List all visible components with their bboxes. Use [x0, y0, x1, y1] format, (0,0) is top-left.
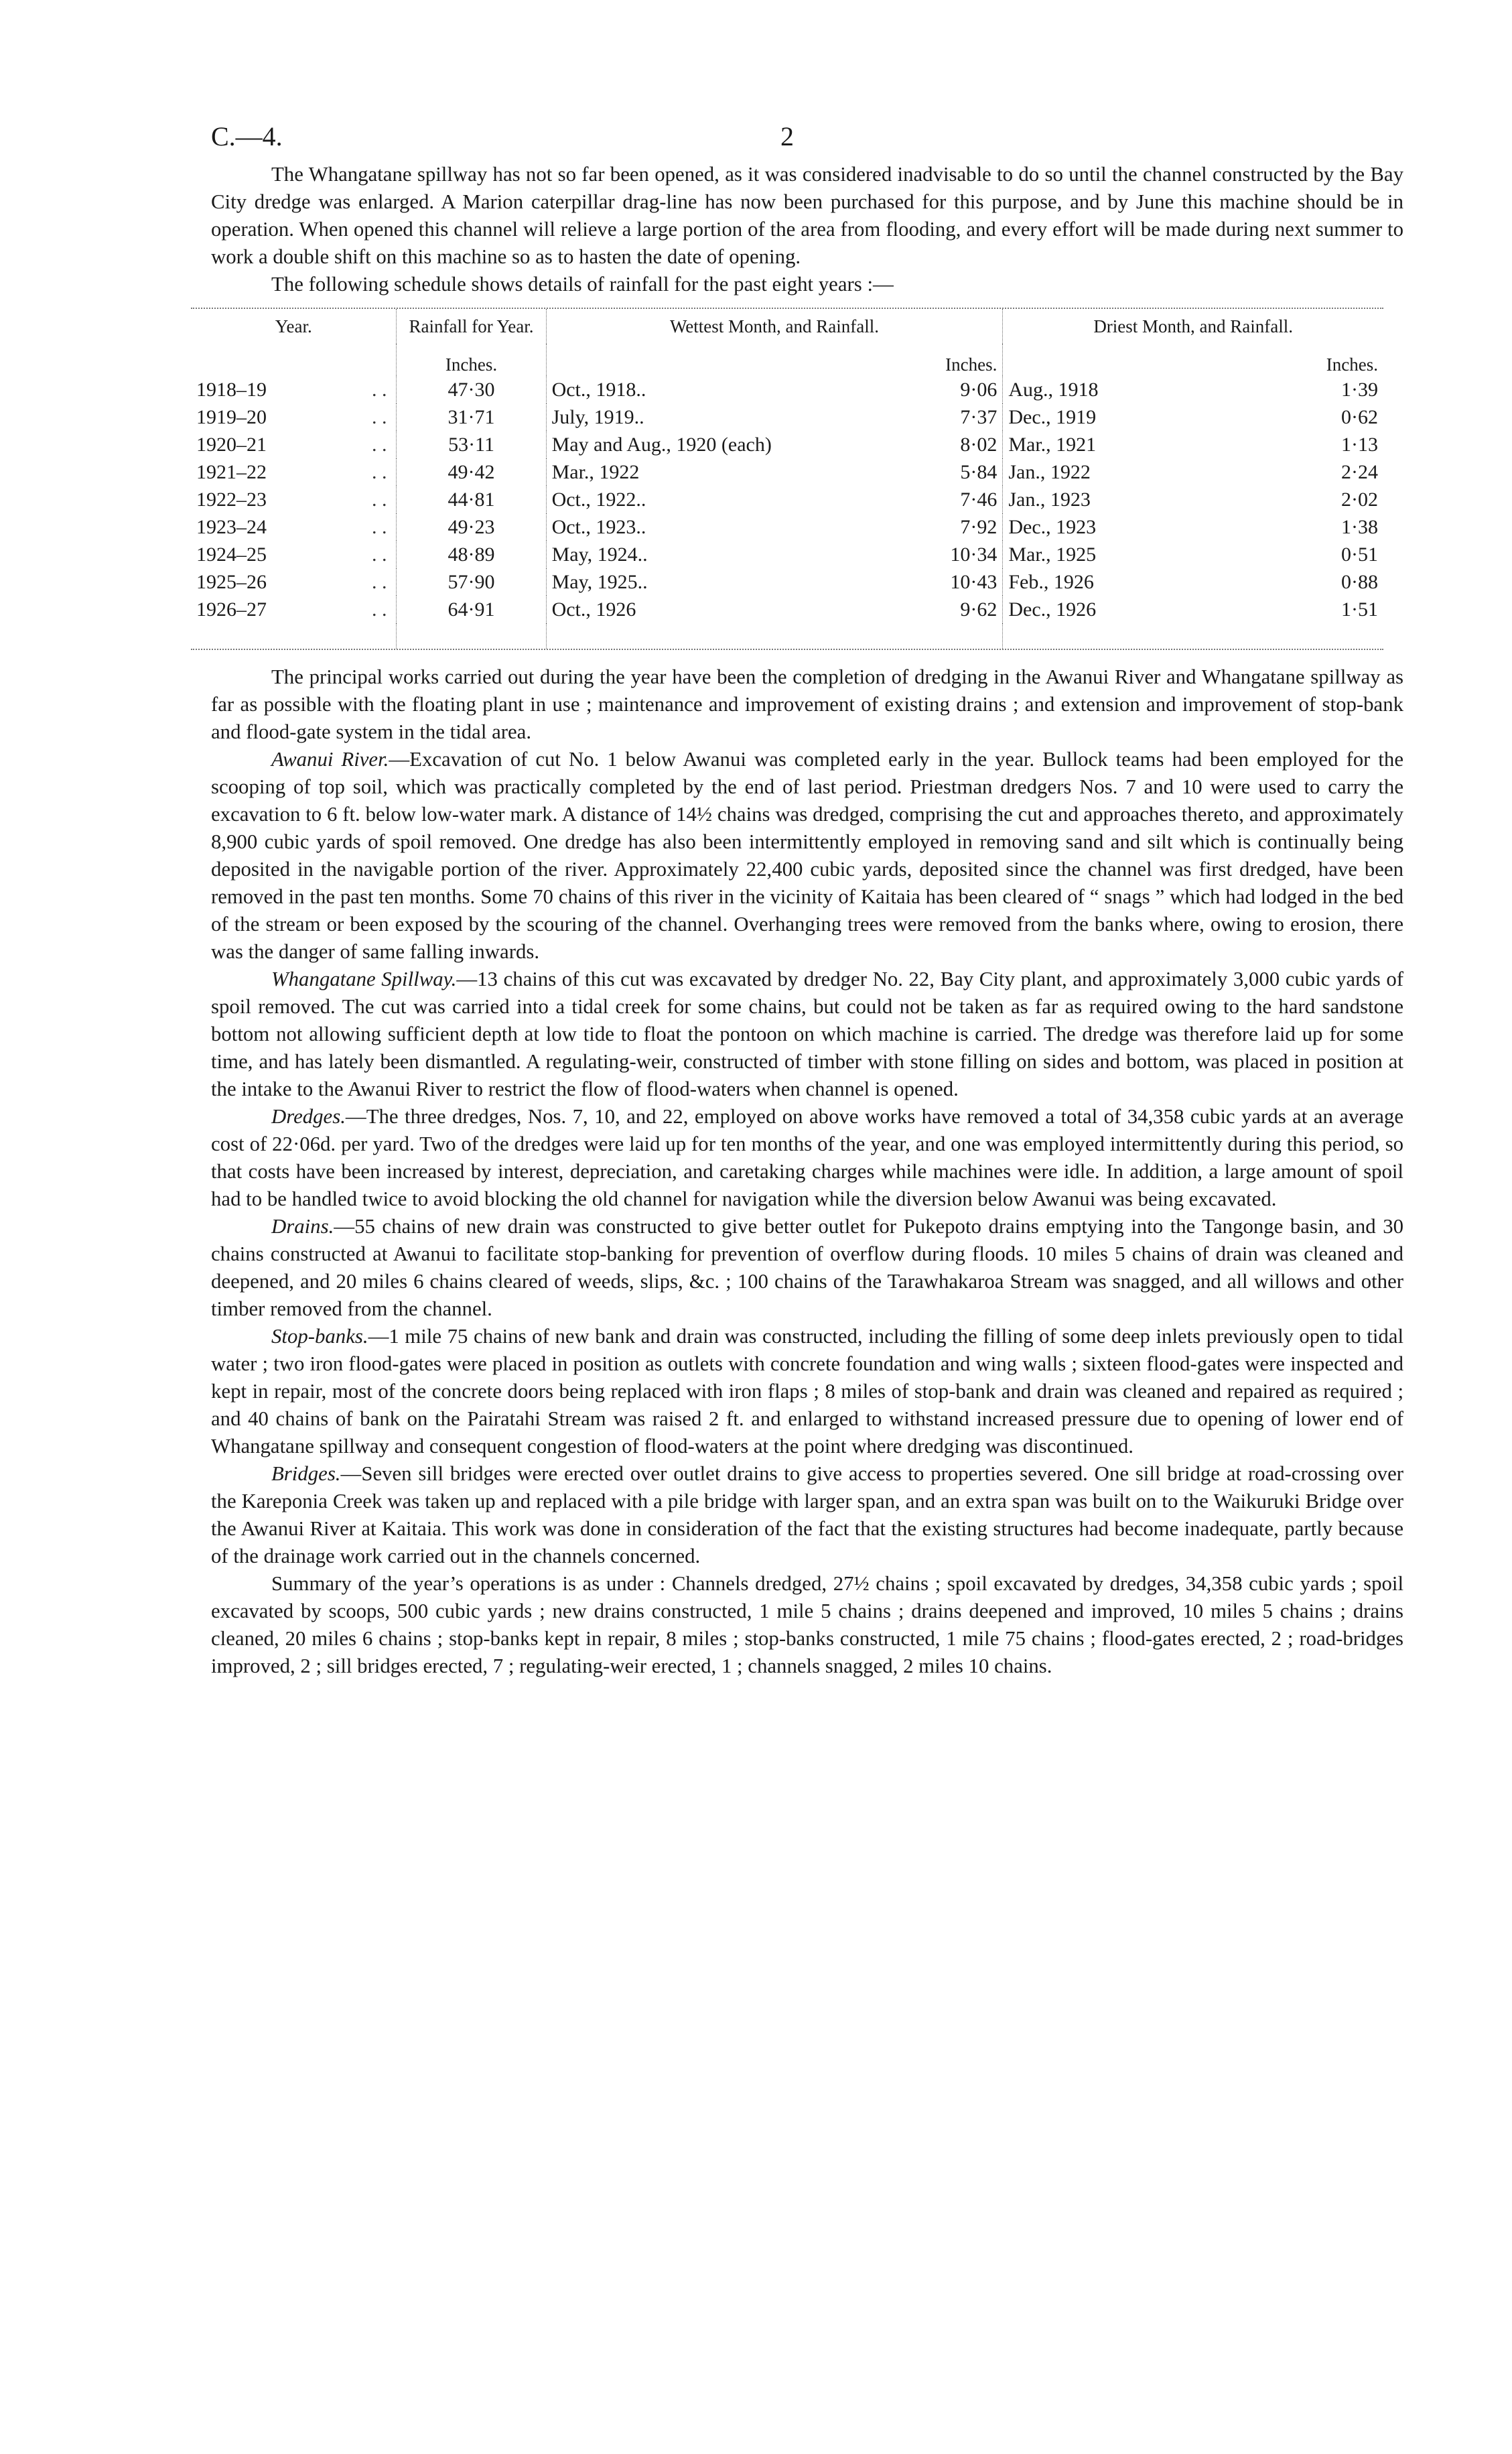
row-rainfall: 64·91: [397, 596, 546, 623]
row-year: 1926–27: [196, 598, 267, 621]
row-driest-month: Mar., 1925: [1003, 541, 1304, 568]
row-dots: . .: [371, 406, 387, 428]
row-rainfall: 53·11: [397, 431, 546, 458]
row-dots: . .: [371, 543, 387, 566]
row-driest-value: 1·51: [1341, 598, 1378, 621]
row-dots: . .: [371, 598, 387, 621]
row-driest-month: Dec., 1919: [1003, 403, 1304, 431]
summary-paragraph: Summary of the year’s operations is as under : Channels dredged, 27½ chains ; spoil excavated by dredges, 34,358 cubic yards ; spoil excavated by scoops, 500 cubic yards ; new drains constructed, 1 mile 5 chains ; drains deepened and improved, 10 miles 5 chains ; drains cleaned, 20 miles 6 chains ; stop-banks kept in repair, 8 miles ; stop-banks constructed, 1 mile 75 chains ; flood-gates erected, 2 ; road-bridges improved, 2 ; sill bridges erected, 7 ; regulating-weir erected, 1 ; channels snagged, 2 miles 10 chains.: [211, 1572, 1403, 1677]
row-rainfall: 31·71: [397, 403, 546, 431]
page-header: [211, 114, 1403, 161]
row-year: 1925–26: [196, 571, 267, 593]
row-wettest-value: 10·34: [950, 543, 998, 566]
header-rainfall: Rainfall for Year.: [397, 309, 546, 344]
rainfall-row: [191, 513, 1383, 541]
row-rainfall: 44·81: [397, 486, 546, 513]
row-wettest-value: 7·37: [960, 406, 998, 428]
row-wettest-month: July, 1919..: [546, 403, 922, 431]
row-dots: . .: [371, 434, 387, 456]
bridges-paragraph: [211, 1460, 1403, 1570]
dredges-heading: Dredges.: [271, 1105, 346, 1128]
awanui-heading: Awanui River.: [271, 748, 389, 771]
row-wettest-month: Oct., 1918..: [546, 376, 922, 403]
row-rainfall: 49·42: [397, 458, 546, 486]
whangatane-heading: Whangatane Spillway.: [271, 968, 457, 990]
row-wettest-value: 5·84: [960, 461, 998, 483]
row-wettest-month: Oct., 1926: [546, 596, 922, 623]
dredges-paragraph: [211, 1103, 1403, 1213]
document-reference: C.—4.: [211, 121, 283, 151]
row-dots: . .: [371, 516, 387, 538]
row-wettest-value: 7·92: [960, 516, 998, 538]
drains-text: —55 chains of new drain was constructed to give better outlet for Pukepoto drains emptying into the Tangonge basin, and 30 chains constructed at Awanui to facilitate stop-banking for prevention of overflow during floods. 10 miles 5 chains of drain was cleaned and deepened, and 20 miles 6 chains cleared of weeds, slips, &c. ; 100 chains of the Tarawhakaroa Stream was snagged, and all willows and other timber removed from the channel.: [211, 1215, 1403, 1320]
row-wettest-value: 7·46: [960, 489, 998, 511]
table-header-row: [191, 309, 1383, 344]
row-wettest-month: May, 1925..: [546, 568, 922, 596]
row-wettest-month: May and Aug., 1920 (each): [546, 431, 922, 458]
whangatane-paragraph: [211, 966, 1403, 1103]
row-year: 1923–24: [196, 516, 267, 538]
table-units-row: [191, 344, 1383, 376]
row-year: 1920–21: [196, 434, 267, 456]
row-rainfall: 47·30: [397, 376, 546, 403]
row-driest-value: 1·38: [1341, 516, 1378, 538]
rainfall-row: [191, 596, 1383, 623]
row-driest-month: Jan., 1922: [1003, 458, 1304, 486]
stopbanks-heading: Stop-banks.: [271, 1325, 368, 1348]
dredges-text: —The three dredges, Nos. 7, 10, and 22, employed on above works have removed a total of 34,358 cubic yards at an average cost of 22·06d. per yard. Two of the dredges were laid up for ten months of the year, and one was employed intermittently during this period, so that costs have been increased by interest, depreciation, and caretaking charges while machines were idle. In addition, a large amount of spoil had to be handled twice to avoid blocking the old channel for navigation while the diversion below Awanui was being excavated.: [211, 1105, 1403, 1210]
rainfall-row: [191, 568, 1383, 596]
row-driest-value: 0·62: [1341, 406, 1378, 428]
row-driest-month: Dec., 1926: [1003, 596, 1304, 623]
row-driest-value: 0·88: [1341, 571, 1378, 593]
rainfall-row: [191, 458, 1383, 486]
units-wettest: Inches.: [945, 354, 998, 375]
row-driest-month: Feb., 1926: [1003, 568, 1304, 596]
row-driest-value: 1·13: [1341, 434, 1378, 456]
stopbanks-text: —1 mile 75 chains of new bank and drain was constructed, including the filling of some deep inlets previously open to tidal water ; two iron flood-gates were placed in position as outlets with concrete foundation and wing walls ; sixteen flood-gates were inspected and kept in repair, most of the concrete doors being replaced with iron flaps ; 8 miles of stop-bank and drain was cleaned and repaired as required ; and 40 chains of bank on the Pairatahi Stream was raised 2 ft. and enlarged to withstand increased pressure due to opening of lower end of Whangatane spillway and consequent congestion of flood-waters at the point where dredging was discontinued.: [211, 1325, 1403, 1458]
row-wettest-month: Mar., 1922: [546, 458, 922, 486]
drains-heading: Drains.: [271, 1215, 334, 1238]
rainfall-row: [191, 541, 1383, 568]
row-driest-month: Mar., 1921: [1003, 431, 1304, 458]
row-driest-month: Aug., 1918: [1003, 376, 1304, 403]
row-wettest-month: Oct., 1922..: [546, 486, 922, 513]
row-rainfall: 49·23: [397, 513, 546, 541]
header-wettest: Wettest Month, and Rainfall.: [546, 309, 1003, 344]
table-bottom-rule: [191, 649, 1383, 650]
row-driest-month: Jan., 1923: [1003, 486, 1304, 513]
row-driest-month: Dec., 1923: [1003, 513, 1304, 541]
rainfall-table: [191, 309, 1383, 649]
row-year: 1919–20: [196, 406, 267, 428]
row-year: 1918–19: [196, 379, 267, 401]
intro-paragraph: The Whangatane spillway has not so far been opened, as it was considered inadvisable to do so until the channel constructed by the Bay City dredge was enlarged. A Marion caterpillar drag-line has now been purchased for this purpose, and by June this machine should be in operation. When opened this channel will relieve a large portion of the area from flooding, and every effort will be made during next summer to work a double shift on this machine so as to hasten the date of opening.: [211, 163, 1403, 268]
row-wettest-month: May, 1924..: [546, 541, 922, 568]
row-year: 1921–22: [196, 461, 267, 483]
rainfall-row: [191, 376, 1383, 403]
row-driest-value: 0·51: [1341, 543, 1378, 566]
awanui-paragraph: [211, 746, 1403, 966]
principal-works-paragraph: The principal works carried out during the year have been the completion of dredging in the Awanui River and Whangatane spillway as far as possible with the floating plant in use ; maintenance and improvement of existing drains ; and extension and improvement of stop-bank and flood-gate system in the tidal area.: [211, 665, 1403, 743]
whangatane-text: —13 chains of this cut was excavated by dredger No. 22, Bay City plant, and approximately 3,000 cubic yards of spoil removed. The cut was carried into a tidal creek for some chains, but could not be taken as far as required owing to the hard sandstone bottom not allowing sufficient depth at low tide to float the pontoon on which machine is carried. The dredge was therefore laid up for some time, and has lately been dismantled. A regulating-weir, constructed of timber with stone filling on sides and bottom, was placed in position at the intake to the Awanui River to restrict the flow of flood-waters when channel is opened.: [211, 968, 1403, 1100]
row-wettest-value: 8·02: [960, 434, 998, 456]
row-dots: . .: [371, 571, 387, 593]
row-dots: . .: [371, 489, 387, 511]
rainfall-table-wrap: [191, 308, 1383, 650]
units-driest: Inches.: [1326, 354, 1378, 375]
drains-paragraph: [211, 1213, 1403, 1323]
bridges-heading: Bridges.: [271, 1462, 341, 1485]
row-rainfall: 57·90: [397, 568, 546, 596]
rainfall-row: [191, 403, 1383, 431]
table-spacer-row: [191, 623, 1383, 649]
row-wettest-value: 9·06: [960, 379, 998, 401]
header-driest: Driest Month, and Rainfall.: [1003, 309, 1383, 344]
row-driest-value: 2·02: [1341, 489, 1378, 511]
header-year: Year.: [275, 316, 312, 336]
row-rainfall: 48·89: [397, 541, 546, 568]
rainfall-row: [191, 431, 1383, 458]
row-wettest-value: 10·43: [950, 571, 998, 593]
bridges-text: —Seven sill bridges were erected over outlet drains to give access to properties severed. One sill bridge at road-crossing over the Kareponia Creek was taken up and replaced with a pile bridge with larger span, and an extra span was built on to the Waikuruki Bridge over the Awanui River at Kaitaia. This work was done in consideration of the fact that the existing structures had become inadequate, partly because of the drainage work carried out in the channels concerned.: [211, 1462, 1403, 1567]
page-number: 2: [780, 121, 794, 151]
document-page: [196, 114, 1403, 1680]
schedule-intro: The following schedule shows details of rainfall for the past eight years :—: [271, 273, 894, 296]
row-year: 1922–23: [196, 489, 267, 511]
row-dots: . .: [371, 379, 387, 401]
row-wettest-month: Oct., 1923..: [546, 513, 922, 541]
row-dots: . .: [371, 461, 387, 483]
stopbanks-paragraph: [211, 1323, 1403, 1460]
awanui-text: —Excavation of cut No. 1 below Awanui was completed early in the year. Bullock teams had been employed for the scooping of top soil, which was practically completed by the end of last period. Priestman dredgers Nos. 7 and 10 were used to carry the excavation to 6 ft. below low-water mark. A distance of 14½ chains was dredged, comprising the cut and approaches thereto, and approximately 8,900 cubic yards of spoil removed. One dredge has also been intermittently employed in removing sand and silt which is continually being deposited in the navigable portion of the river. Approximately 22,400 cubic yards, deposited since the channel was first dredged, have been removed in the past ten months. Some 70 chains of this river in the vicinity of Kaitaia has been cleared of “ snags ” which had lodged in the bed of the stream or been exposed by the scouring of the channel. Overhanging trees were removed from the banks where, owing to erosion, there was the danger of same falling inwards.: [211, 748, 1403, 963]
row-driest-value: 1·39: [1341, 379, 1378, 401]
row-wettest-value: 9·62: [960, 598, 998, 621]
row-driest-value: 2·24: [1341, 461, 1378, 483]
units-rainfall: Inches.: [397, 344, 546, 376]
rainfall-row: [191, 486, 1383, 513]
row-year: 1924–25: [196, 543, 267, 566]
